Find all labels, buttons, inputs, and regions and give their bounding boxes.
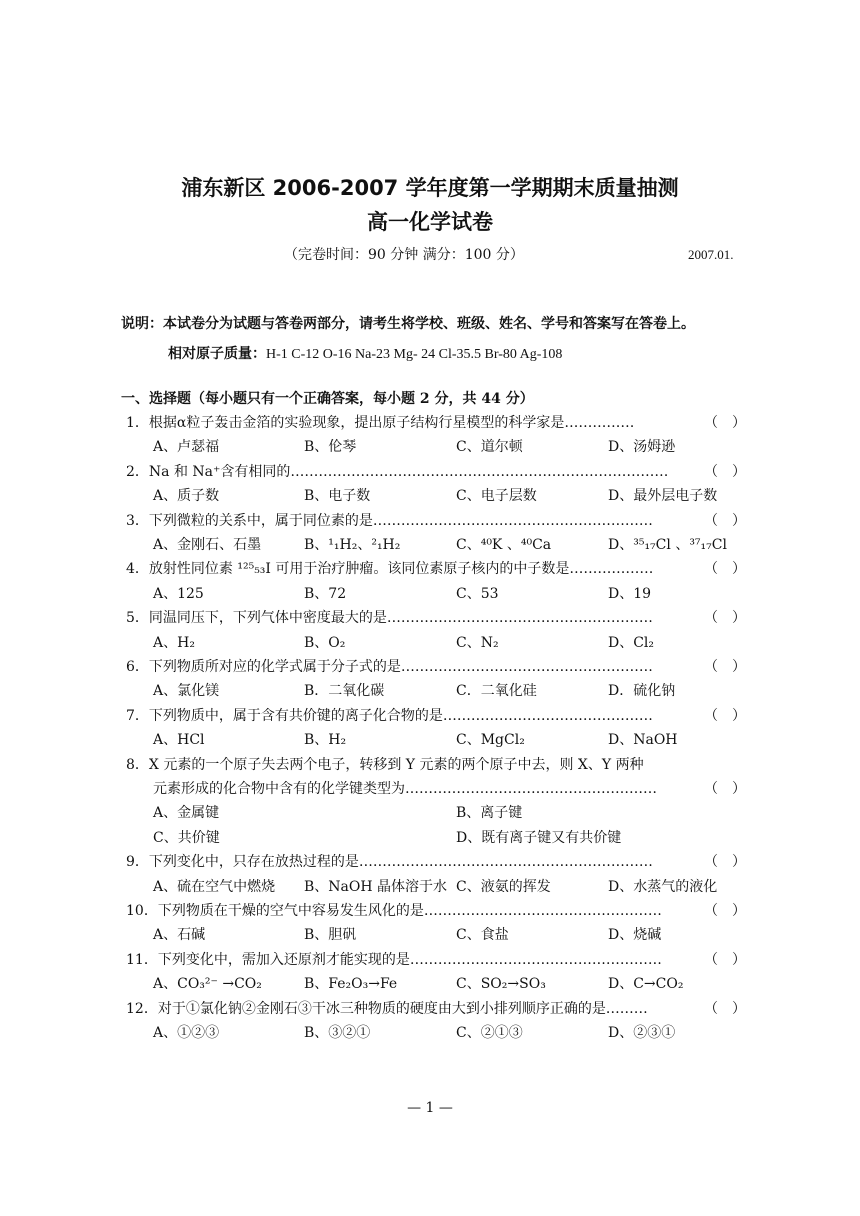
option-row	[126, 534, 746, 556]
option-c: C、液氨的挥发	[456, 878, 551, 895]
answer-paren	[704, 851, 746, 873]
option-c: C、电子层数	[456, 488, 537, 505]
option-d: D、NaOH	[608, 732, 678, 749]
option-row	[126, 973, 746, 995]
paren-close: ）	[732, 854, 746, 871]
option-row	[126, 1022, 746, 1044]
option-c: C、53	[456, 585, 499, 602]
answer-paren	[704, 949, 746, 971]
question-text: 7．下列物质中，属于含有共价键的离子化合物的是………………………………………	[126, 707, 653, 724]
option-row	[126, 729, 746, 751]
answer-paren	[704, 705, 746, 727]
paren-open: （	[704, 659, 718, 675]
exam-title: 浦东新区 2006-2007 学年度第一学期期末质量抽测	[181, 176, 679, 200]
paren-open: （	[704, 463, 718, 480]
option-a: A、金属键	[153, 805, 220, 822]
instructions-note: 说明：本试卷分为试题与答卷两部分，请考生将学校、班级、姓名、学号和答案写在答卷上。	[121, 316, 695, 332]
option-row	[126, 632, 746, 654]
paren-close: ）	[732, 951, 746, 968]
option-c: C、SO₂→SO₃	[456, 976, 546, 993]
question-line	[126, 949, 746, 971]
question-line	[126, 510, 746, 532]
atomic-mass-label: 相对原子质量：	[168, 346, 266, 362]
question-line	[126, 558, 746, 580]
question-text: 5．同温同压下，下列气体中密度最大的是…………………………………………………	[126, 610, 653, 627]
question-line	[126, 607, 746, 629]
atomic-masses	[168, 343, 562, 363]
option-c: C、⁴⁰K 、⁴⁰Ca	[456, 537, 552, 553]
option-b: B、③②①	[304, 1025, 371, 1041]
exam-date: 2007.01.	[688, 247, 734, 262]
option-a: A、H₂	[153, 634, 195, 651]
option-d: D、Cl₂	[608, 634, 655, 651]
option-c: C、N₂	[456, 634, 499, 651]
option-c: C、MgCl₂	[456, 732, 525, 749]
paren-open: （	[704, 903, 718, 919]
option-b: B、电子数	[304, 488, 371, 505]
paren-open: （	[704, 1000, 718, 1017]
answer-paren	[704, 998, 746, 1020]
paren-close: ）	[732, 610, 746, 627]
option-b: B、胆矾	[304, 927, 357, 944]
option-b: B、伦琴	[304, 439, 357, 456]
option-row	[126, 802, 746, 824]
option-b: B、NaOH 晶体溶于水	[304, 878, 448, 895]
option-row	[126, 680, 746, 702]
answer-paren	[704, 558, 746, 580]
option-d: D、水蒸气的液化	[608, 878, 718, 895]
option-d: D、汤姆逊	[608, 439, 676, 456]
question-text: 1．根据α粒子轰击金箔的实验现象，提出原子结构行星模型的科学家是……………	[126, 415, 635, 431]
paren-open: （	[704, 951, 718, 968]
option-a: A、氯化镁	[153, 683, 220, 700]
paren-open: （	[704, 707, 718, 724]
question-line	[126, 900, 746, 922]
option-b: B、¹₁H₂、²₁H₂	[304, 537, 401, 553]
question-text: 9．下列变化中，只存在放热过程的是………………………………………………………	[126, 854, 653, 871]
option-d: D、既有离子键又有共价键	[456, 829, 622, 846]
option-a: A、金刚石、石墨	[153, 537, 262, 553]
question-line	[126, 412, 746, 434]
option-b: B、Fe₂O₃→Fe	[304, 976, 398, 993]
option-d: D、②③①	[608, 1025, 676, 1041]
answer-paren	[704, 461, 746, 483]
question-text: 3．下列微粒的关系中，属于同位素的是……………………………………………………	[126, 512, 653, 529]
paren-close: ）	[732, 781, 746, 797]
answer-paren	[704, 778, 746, 800]
question-text: 4．放射性同位素 ¹²⁵₅₃I 可用于治疗肿瘤。该同位素原子核内的中子数是………………	[126, 561, 654, 578]
exam-time-score: （完卷时间：90 分钟 满分：100 分）	[284, 247, 524, 263]
option-a: A、石碱	[153, 927, 206, 944]
paren-open: （	[704, 781, 718, 797]
option-c: C、②①③	[456, 1025, 523, 1041]
option-d: D、最外层电子数	[608, 488, 718, 505]
option-d: D、³⁵₁₇Cl 、³⁷₁₇Cl	[608, 537, 727, 553]
question-text: 11．下列变化中，需加入还原剂才能实现的是………………………………………………	[126, 951, 662, 968]
paren-close: ）	[732, 707, 746, 724]
question-text: 8．X 元素的一个原子失去两个电子，转移到 Y 元素的两个原子中去，则 X、Y 两种	[126, 756, 644, 773]
option-b: B、H₂	[304, 732, 347, 749]
option-row	[126, 436, 746, 458]
question-text: 10．下列物质在干燥的空气中容易发生风化的是……………………………………………	[126, 903, 662, 919]
option-a: A、卢瑟福	[153, 439, 220, 456]
option-b: B、72	[304, 585, 347, 602]
option-a: A、①②③	[153, 1025, 220, 1041]
paren-open: （	[704, 610, 718, 627]
question-text: 2．Na 和 Na⁺含有相同的………………………………………………………………………	[126, 463, 669, 480]
option-a: A、质子数	[153, 488, 220, 505]
answer-paren	[704, 607, 746, 629]
answer-paren	[704, 656, 746, 678]
exam-subject-title: 高一化学试卷	[367, 210, 493, 234]
option-row	[126, 924, 746, 946]
atomic-mass-values: H-1 C-12 O-16 Na-23 Mg- 24 Cl-35.5 Br-80 Ag-108	[266, 347, 563, 362]
option-row	[126, 876, 746, 898]
question-line	[126, 705, 746, 727]
question-line	[126, 778, 746, 800]
page-number: — 1 —	[407, 1100, 453, 1116]
option-row	[126, 583, 746, 605]
option-a: A、125	[153, 585, 204, 602]
section-title: 一、选择题（每小题只有一个正确答案，每小题 2 分，共 44 分）	[121, 391, 534, 407]
paren-open: （	[704, 512, 718, 529]
paren-close: ）	[732, 561, 746, 578]
option-c: C、共价键	[153, 829, 220, 846]
option-c: C、食盐	[456, 927, 509, 944]
option-a: A、CO₃²⁻ →CO₂	[153, 976, 262, 993]
option-b: B．二氧化碳	[304, 683, 385, 700]
option-d: D．硫化钠	[608, 683, 676, 700]
option-row	[126, 827, 746, 849]
paren-close: ）	[732, 1000, 746, 1017]
option-b: B、离子键	[456, 805, 523, 822]
paren-close: ）	[732, 903, 746, 919]
answer-paren	[704, 412, 746, 434]
option-c: C、道尔顿	[456, 439, 523, 456]
option-a: A、HCl	[153, 732, 205, 749]
question-text: 6．下列物质所对应的化学式属于分子式的是………………………………………………	[126, 659, 653, 675]
question-line	[126, 656, 746, 678]
option-c: C．二氧化硅	[456, 683, 537, 700]
option-a: A、硫在空气中燃烧	[153, 878, 276, 895]
question-line	[126, 998, 746, 1020]
option-b: B、O₂	[304, 634, 346, 651]
question-text: 12．对于①氯化钠②金刚石③干冰三种物质的硬度由大到小排列顺序正确的是………	[126, 1000, 648, 1017]
paren-close: ）	[732, 463, 746, 480]
question-line	[126, 754, 746, 776]
option-d: D、C→CO₂	[608, 976, 684, 993]
answer-paren	[704, 900, 746, 922]
paren-open: （	[704, 561, 718, 578]
option-d: D、19	[608, 585, 652, 602]
paren-close: ）	[732, 659, 746, 675]
question-line	[126, 461, 746, 483]
paren-open: （	[704, 415, 718, 431]
option-d: D、烧碱	[608, 927, 662, 944]
paren-close: ）	[732, 512, 746, 529]
paren-open: （	[704, 854, 718, 871]
question-line	[126, 851, 746, 873]
option-row	[126, 485, 746, 507]
question-text-cont: 元素形成的化合物中含有的化学键类型为………………………………………………	[153, 781, 657, 797]
answer-paren	[704, 510, 746, 532]
paren-close: ）	[732, 415, 746, 431]
